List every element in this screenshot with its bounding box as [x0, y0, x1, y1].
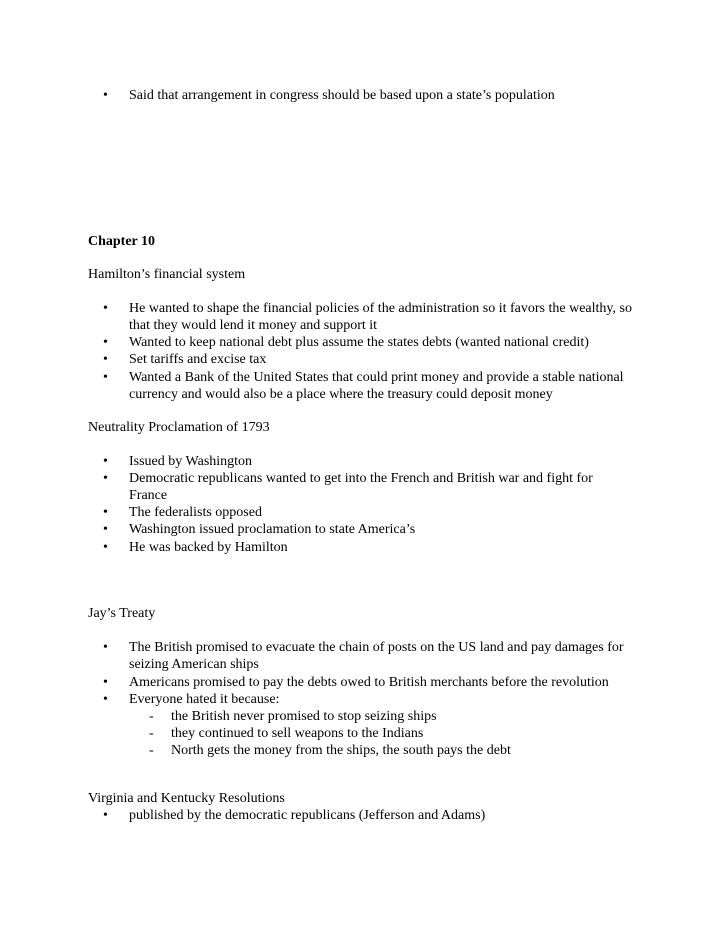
- list-item: published by the democratic republicans (Jefferson and Adams): [129, 808, 486, 823]
- bullet-marker: •: [103, 471, 108, 486]
- dash-marker: -: [149, 726, 154, 741]
- list-item-continuation: seizing American ships: [129, 657, 259, 672]
- bullet-marker: •: [103, 675, 108, 690]
- list-item: He wanted to shape the financial policies of the administration so it favors the wealthy, so: [129, 301, 632, 316]
- list-item: Wanted to keep national debt plus assume the states debts (wanted national credit): [129, 335, 589, 350]
- bullet-marker: •: [103, 522, 108, 537]
- bullet-marker: •: [103, 505, 108, 520]
- bullet-marker: •: [103, 370, 108, 385]
- bullet-marker: •: [103, 454, 108, 469]
- list-item-continuation: that they would lend it money and support it: [129, 318, 378, 333]
- list-item: Everyone hated it because:: [129, 692, 280, 707]
- chapter-title: Chapter 10: [88, 234, 156, 249]
- list-item: Washington issued proclamation to state America’s: [129, 522, 416, 537]
- sub-list-item: they continued to sell weapons to the Indians: [171, 726, 424, 741]
- list-item: Issued by Washington: [129, 454, 253, 469]
- bullet-marker: •: [103, 88, 108, 103]
- section-title-virginia: Virginia and Kentucky Resolutions: [88, 791, 285, 806]
- list-item: He was backed by Hamilton: [129, 540, 288, 555]
- section-title-neutrality: Neutrality Proclamation of 1793: [88, 420, 270, 435]
- sub-list-item: the British never promised to stop seizing ships: [171, 709, 437, 724]
- bullet-marker: •: [103, 352, 108, 367]
- list-item-continuation: France: [129, 488, 168, 503]
- list-item: Set tariffs and excise tax: [129, 352, 267, 367]
- list-item: The federalists opposed: [129, 505, 262, 520]
- list-item: Said that arrangement in congress should be based upon a state’s population: [129, 88, 555, 103]
- dash-marker: -: [149, 709, 154, 724]
- list-item-continuation: currency and would also be a place where the treasury could deposit money: [129, 387, 553, 402]
- section-title-hamilton: Hamilton’s financial system: [88, 267, 246, 282]
- list-item: Wanted a Bank of the United States that could print money and provide a stable national: [129, 370, 624, 385]
- bullet-marker: •: [103, 692, 108, 707]
- sub-list-item: North gets the money from the ships, the south pays the debt: [171, 743, 511, 758]
- bullet-marker: •: [103, 808, 108, 823]
- dash-marker: -: [149, 743, 154, 758]
- section-title-jay: Jay’s Treaty: [88, 606, 156, 621]
- bullet-marker: •: [103, 301, 108, 316]
- bullet-marker: •: [103, 540, 108, 555]
- list-item: Democratic republicans wanted to get into the French and British war and fight for: [129, 471, 593, 486]
- list-item: Americans promised to pay the debts owed to British merchants before the revolution: [129, 675, 609, 690]
- list-item: The British promised to evacuate the chain of posts on the US land and pay damages for: [129, 640, 624, 655]
- bullet-marker: •: [103, 335, 108, 350]
- bullet-marker: •: [103, 640, 108, 655]
